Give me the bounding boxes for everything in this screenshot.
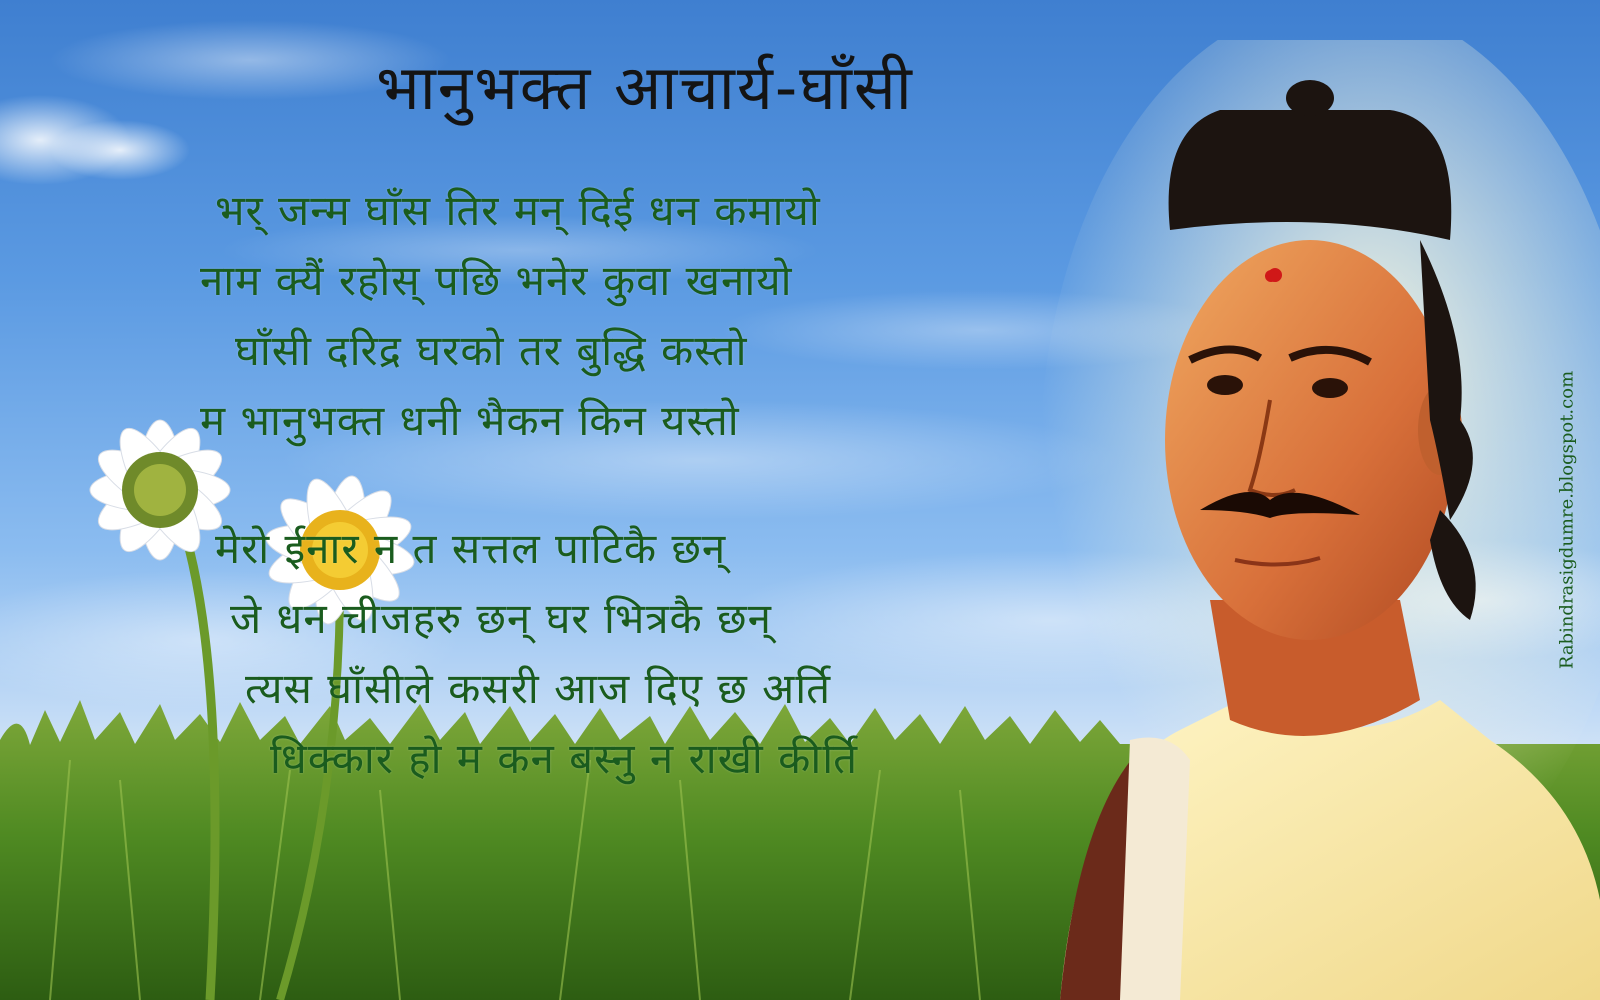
verse-line: म भानुभक्त धनी भैकन किन यस्तो [200, 396, 740, 445]
verse-line: घाँसी दरिद्र घरको तर बुद्धि कस्तो [235, 326, 748, 375]
stanza-one [0, 176, 1290, 456]
verse-line: जे धन चीजहरु छन् घर भित्रकै छन् [230, 594, 772, 643]
verse-line: मेरो ईनार न त सत्तल पाटिकै छन् [215, 524, 727, 573]
poster-title: भानुभक्त आचार्य-घाँसी [376, 51, 914, 124]
stanza-two [0, 514, 1290, 794]
verse-line: त्यस घाँसीले कसरी आज दिए छ अर्ति [245, 664, 832, 713]
verse-line: नाम क्यैं रहोस् पछि भनेर कुवा खनायो [200, 256, 793, 305]
verse-line: धिक्कार हो म कन बस्नु न राखी कीर्ति [270, 734, 859, 783]
verse-line: भर् जन्म घाँस तिर मन् दिई धन कमायो [215, 186, 821, 235]
blog-watermark: Rabindrasigdumre.blogspot.com [1556, 370, 1578, 670]
